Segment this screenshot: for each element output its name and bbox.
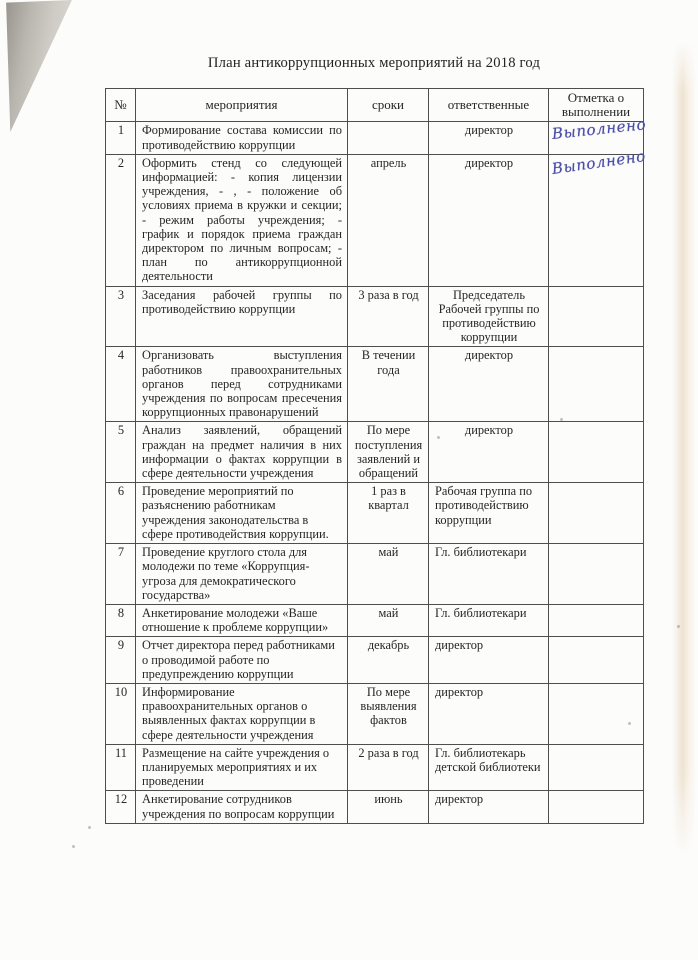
responsible-cell: директор [429,791,549,823]
activity-cell: Анкетирование молодежи «Ваше отношение к проблеме коррупции» [136,604,348,636]
table-row [106,637,644,684]
table-row [106,422,644,483]
term-cell: 1 раз в квартал [348,483,429,544]
row-number-cell: 1 [106,122,136,154]
activity-cell: Анкетирование сотрудников учреждения по вопросам коррупции [136,791,348,823]
activity-cell: Размещение на сайте учреждения о планируемых мероприятиях и их проведении [136,744,348,791]
term-cell: По мере выявления фактов [348,683,429,744]
completion-mark-cell [549,791,644,823]
activity-cell: Анализ заявлений, обращений граждан на предмет наличия в них информации о фактах коррупции в сфере деятельности учреждения [136,422,348,483]
row-number-cell: 12 [106,791,136,823]
completion-mark-cell [549,544,644,605]
table-row [106,347,644,422]
row-number-cell: 3 [106,286,136,347]
term-cell: По мере поступления заявлений и обращений [348,422,429,483]
responsible-cell: директор [429,154,549,286]
row-number-cell: 11 [106,744,136,791]
term-cell: 3 раза в год [348,286,429,347]
completion-mark-cell [549,347,644,422]
activity-cell: Формирование состава комиссии по противодействию коррупции [136,122,348,154]
term-cell: июнь [348,791,429,823]
completion-mark-cell [549,286,644,347]
table-header-row [106,89,644,122]
responsible-cell: Рабочая группа по противодействию коррупции [429,483,549,544]
responsible-cell: Гл. библиотекари [429,604,549,636]
table-row [106,483,644,544]
header-completion-mark: Отметка о выполнении [549,89,644,122]
completion-mark-cell [549,683,644,744]
activity-cell: Оформить стенд со следующей информацией: - копия лицензии учреждения, - , - положение об условиях приема в кружки и секции; - режим работы учреждения; - график и порядок приема граждан директором по личным вопросам; - план по антикоррупционной деятельности [136,154,348,286]
term-cell: В течении года [348,347,429,422]
row-number-cell: 10 [106,683,136,744]
activity-cell: Организовать выступления работников правоохранительных органов перед сотрудниками учреждения по вопросам пресечения коррупционных правонарушений [136,347,348,422]
row-number-cell: 7 [106,544,136,605]
table-row [106,544,644,605]
table-row [106,683,644,744]
completion-mark-cell [549,146,647,286]
table-row [106,604,644,636]
responsible-cell: директор [429,122,549,154]
header-term: сроки [348,89,429,122]
handwritten-completion-mark: Выполнено [550,146,647,178]
responsible-cell: Гл. библиотекари [429,544,549,605]
completion-mark-cell [549,744,644,791]
completion-mark-cell [549,422,644,483]
scan-shadow-band [672,42,696,854]
table-row [106,286,644,347]
scan-speck [88,826,91,829]
activity-cell: Проведение мероприятий по разъяснению работникам учреждения законодательства в сфере противодействия коррупции. [136,483,348,544]
activity-cell: Отчет директора перед работниками о проводимой работе по предупреждению коррупции [136,637,348,684]
table-row [106,154,644,286]
responsible-cell: Гл. библиотекарь детской библиотеки [429,744,549,791]
term-cell: декабрь [348,637,429,684]
completion-mark-cell [549,637,644,684]
term-cell: май [348,604,429,636]
row-number-cell: 6 [106,483,136,544]
responsible-cell: директор [429,683,549,744]
activity-cell: Проведение круглого стола для молодежи по теме «Коррупция-угроза для демократического государства» [136,544,348,605]
term-cell: апрель [348,154,429,286]
table-row [106,122,644,154]
header-responsible: ответственные [429,89,549,122]
header-number: № [106,89,136,122]
row-number-cell: 5 [106,422,136,483]
term-cell [348,122,429,154]
page-title: План антикоррупционных мероприятий на 2018 год [207,55,541,71]
scan-speck [677,625,680,628]
row-number-cell: 2 [106,154,136,286]
term-cell: 2 раза в год [348,744,429,791]
responsible-cell: директор [429,637,549,684]
scan-speck [72,845,75,848]
header-activity: мероприятия [136,89,348,122]
completion-mark-cell [549,483,644,544]
row-number-cell: 8 [106,604,136,636]
completion-mark-cell [549,604,644,636]
handwritten-completion-mark: Выполнено [551,115,647,144]
responsible-cell: Председатель Рабочей группы по противодействию коррупции [429,286,549,347]
corner-fold-artifact [4,0,74,132]
table-row [106,744,644,791]
responsible-cell: директор [429,422,549,483]
row-number-cell: 4 [106,347,136,422]
responsible-cell: директор [429,347,549,422]
term-cell: май [348,544,429,605]
row-number-cell: 9 [106,637,136,684]
table-row [106,791,644,823]
activity-cell: Информирование правоохранительных органов о выявленных фактах коррупции в сфере деятельности учреждения [136,683,348,744]
anticorruption-plan-table [105,88,647,824]
activity-cell: Заседания рабочей группы по противодействию коррупции [136,286,348,347]
